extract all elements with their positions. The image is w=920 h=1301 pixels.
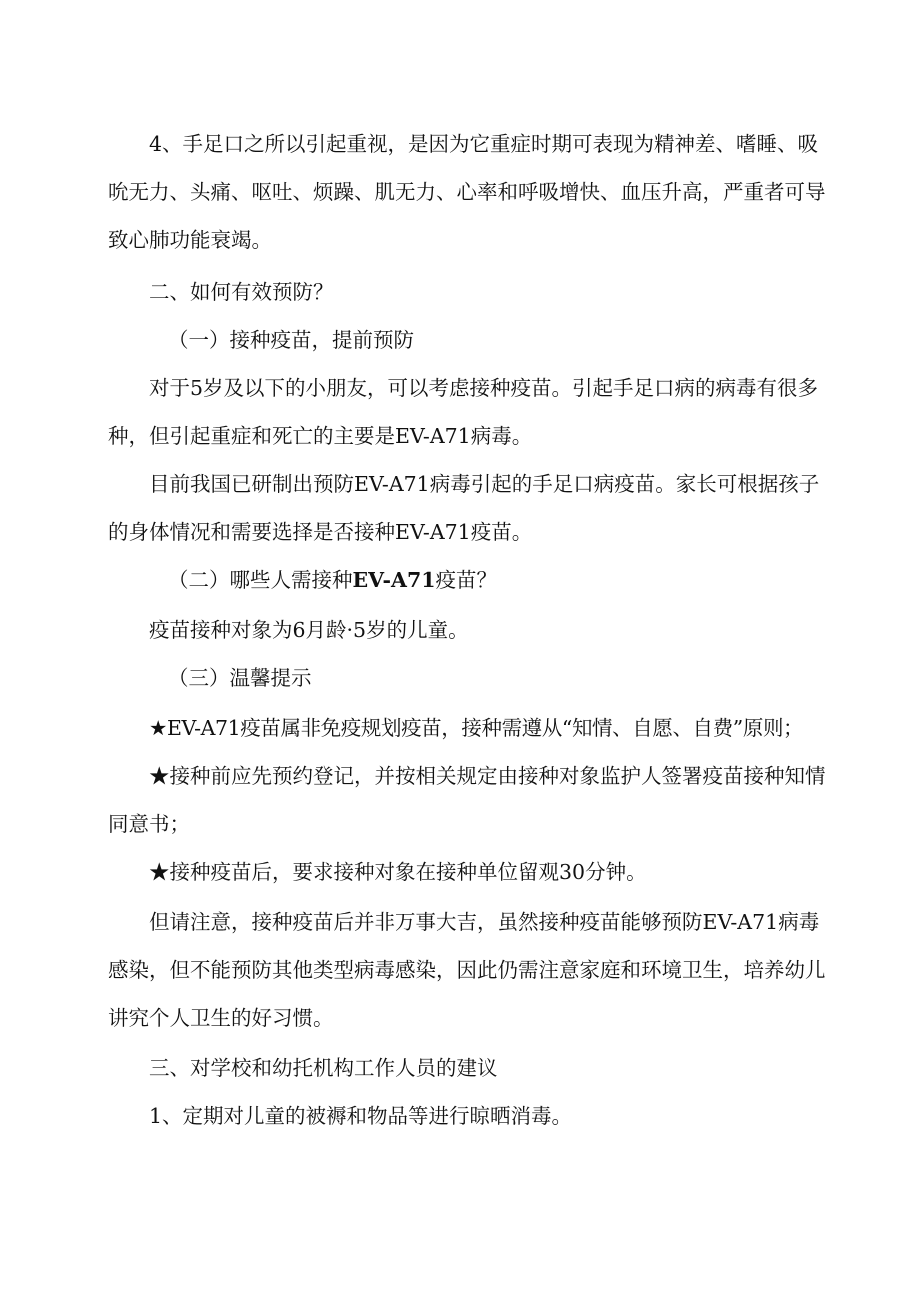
paragraph-line: 对于5岁及以下的小朋友，可以考虑接种疫苗。引起手足口病的病毒有很多 — [149, 376, 819, 400]
paragraph-line: 4、手足口之所以引起重视，是因为它重症时期可表现为精神差、嗜睡、吸 — [149, 132, 819, 156]
paragraph-note — [108, 898, 826, 1042]
subheading-bold: EV-A71 — [352, 568, 436, 592]
heading-text: 二、如何有效预防？ — [149, 280, 334, 304]
subheading-text — [108, 556, 808, 604]
heading-school-advice — [108, 1044, 808, 1092]
list-item — [108, 1092, 808, 1140]
paragraph-line: 吮无力、头痛、呕吐、烦躁、肌无力、心率和呼吸增快、血压升高，严重者可导 — [108, 180, 826, 204]
heading-text: 三、对学校和幼托机构工作人员的建议 — [149, 1056, 498, 1080]
paragraph-line: 讲究个人卫生的好习惯。 — [108, 1006, 334, 1030]
subheading-text: （三）温馨提示 — [168, 666, 312, 690]
paragraph-line: 致心肺功能衰竭。 — [108, 228, 272, 252]
paragraph-line: 感染，但不能预防其他类型病毒感染，因此仍需注意家庭和环境卫生，培养幼儿 — [108, 958, 826, 982]
tip-item — [108, 848, 808, 896]
heading-prevention — [108, 268, 808, 316]
paragraph-line: 疫苗接种对象为6月龄·5岁的儿童。 — [149, 618, 469, 642]
subheading-tips — [108, 654, 808, 702]
tip-line: ★接种疫苗后，要求接种对象在接种单位留观30分钟。 — [149, 860, 647, 884]
paragraph-line: 但请注意，接种疫苗后并非万事大吉，虽然接种疫苗能够预防EV-A71病毒 — [149, 910, 820, 934]
paragraph-line: 种，但引起重症和死亡的主要是EV-A71病毒。 — [108, 424, 533, 448]
paragraph-line: 目前我国已研制出预防EV-A71病毒引起的手足口病疫苗。家长可根据孩子 — [149, 472, 820, 496]
paragraph-target — [108, 606, 808, 654]
paragraph-line: 的身体情况和需要选择是否接种EV-A71疫苗。 — [108, 520, 533, 544]
tip-line: 同意书； — [108, 812, 190, 836]
paragraph-vaccine-intro — [108, 364, 819, 460]
tip-item — [108, 704, 808, 752]
tip-line: ★EV-A71疫苗属非免疫规划疫苗，接种需遵从“知情、自愿、自费”原则； — [149, 716, 804, 740]
subheading-vaccination — [108, 316, 808, 364]
subheading-suffix: 疫苗？ — [435, 568, 497, 592]
tip-item — [108, 752, 826, 848]
subheading-who — [108, 556, 808, 604]
list-item-text: 1、定期对儿童的被褥和物品等进行晾晒消毒。 — [149, 1104, 573, 1128]
paragraph-vaccine-available — [108, 460, 820, 556]
tip-line: ★接种前应先预约登记，并按相关规定由接种对象监护人签署疫苗接种知情 — [149, 764, 826, 788]
subheading-text: （一）接种疫苗，提前预防 — [168, 328, 414, 352]
paragraph-symptoms — [108, 120, 826, 264]
subheading-prefix: （二）哪些人需接种 — [168, 568, 353, 592]
